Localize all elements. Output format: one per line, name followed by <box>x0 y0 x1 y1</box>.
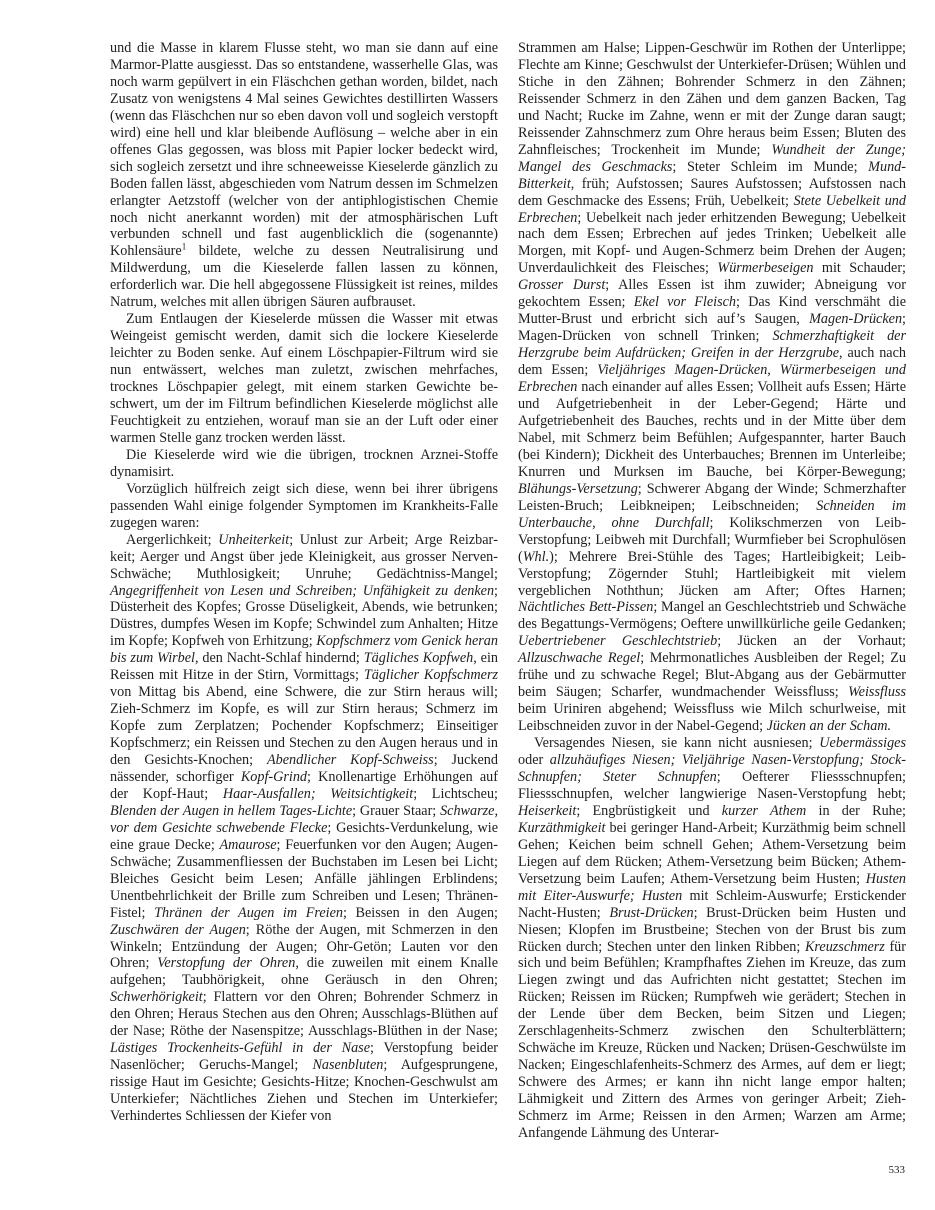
italic-symptom-text: Angegriffenheit von Lesen und Schreiben; Unfähigkeit zu denken <box>110 582 495 599</box>
italic-symptom-text: Heiserkeit <box>518 802 577 819</box>
text-run: bei geringer Hand-Arbeit; Kurzäthmig beim schnell Gehen; Keichen beim schnell Gehen; Athem-Versetzung beim Liegen auf dem Rücken; Athem-Versetzung beim Bücken; Athem-Versetzung beim Laufen; Athem-Versetzung beim Husten; <box>518 819 906 887</box>
paragraph <box>518 40 906 735</box>
text-run: Versagendes Niesen, sie kann nicht ausniesen; <box>534 735 820 752</box>
page-number: 533 <box>888 1164 905 1176</box>
paragraph <box>518 735 906 1142</box>
text-run: Zum Entlaugen der Kieselerde müssen die Wasser mit etwas Weingeist gemischt werden, damit sich die lockere Kieselerde leichter zu Boden senke. Auf einem Löschpapier-Filtrum wird sie nun entwässert, welches man zuletzt, zwischen mehrfaches, trocknes Löschpapier gelegt, mit einem starken Gewichte beschwert, um der im Filtrum befindlichen Kieselerde möglichst alle Feuchtigkeit zu entziehen, worauf man sie an der Luft oder einer warmen Stelle ganz trocken werden lässt. <box>110 311 498 446</box>
left-column <box>110 40 498 1125</box>
text-run: ; Beissen in den Augen; <box>342 904 498 921</box>
text-run: Die Kieselerde wird wie die übrigen, trocknen Arznei-Stoffe dynamisirt. <box>110 446 498 480</box>
text-run: bildete, welche zu dessen Neutralisirung und Mildwerdung, um die Kieselerde fallen lassen zu können, erforderlich war. Die hell abgegossene Flüssigkeit ist reines, mildes Natrum, welches mit allen übrigen Säuren aufbrauset. <box>110 243 498 311</box>
text-run: ; Kolikschmerzen von Leib-Verstopfung; Leibweh mit Durchfall; Wurmfieber bei Scrophulösen ( <box>518 514 906 565</box>
text-run: ; Unlust zur Arbeit; Arge Reizbarkeit; Aerger und Angst über jede Kleinigkeit, aus grosser Nerven-Schwäche; Muthlosigkeit; Unruhe; Gedächtniss-Mangel; <box>110 531 498 582</box>
italic-symptom-text: Wundheit der Zunge; Mangel des Geschmacks <box>518 141 906 175</box>
right-column <box>518 40 906 1142</box>
text-run: ; Gesichts-Verdunkelung, wie eine graue Decke; <box>110 819 498 853</box>
italic-symptom-text: Jücken an der Scham. <box>766 718 892 735</box>
italic-symptom-text: Grosser Durst <box>518 277 606 294</box>
text-run: ; Alles Essen ist ihm zuwider; Abneigung vor gekochtem Essen; <box>518 277 906 311</box>
text-run: , ein Reissen mit Hitze in der Stirn, Vormittags; <box>110 650 499 684</box>
paragraph <box>110 40 498 311</box>
text-run: in der Ruhe; <box>806 802 907 819</box>
text-run: mit Schleim-Auswurfe; Erstickender Nacht-Husten; <box>518 887 906 921</box>
italic-symptom-text: Unheiterkeit <box>218 531 290 548</box>
text-run: ; Uebelkeit nach jeder erhitzenden Bewegung; Uebelkeit nach dem Essen; Erbrechen auf jedes Trinken; Uebelkeit alle Morgen, mit Kopf- und Augen-Schmerz beim Drehen der Augen; Unverdaulichkeit des Fleisches; <box>518 209 906 277</box>
italic-symptom-text: Weissfluss <box>848 684 906 701</box>
text-run: ; Schwerer Abgang der Winde; Schmerzhafter Leisten-Bruch; Leibkneipen; Leibschneiden; <box>518 480 906 514</box>
text-run: beim Uriniren abgehend; Weissfluss wie Milch schurlweise, mit Leibschneiden zuvor in der Nabel-Gegend; <box>518 701 906 735</box>
italic-symptom-text: Verstopfung der Ohren <box>157 955 296 972</box>
italic-symptom-text: Nasenbluten <box>312 1057 384 1074</box>
text-run: ; Mangel an Geschlechtstrieb und Schwäche des Begattungs-Vermögens; Oeftere unwillkürliche geile Gedanken; <box>518 599 906 633</box>
italic-symptom-text: Schwarze, vor dem Gesichte schwebende Flecke <box>110 802 498 836</box>
italic-symptom-text: Schwerhörigkeit <box>110 989 203 1006</box>
text-run: ; Aufgesprungene, rissige Haut im Gesichte; Gesichts-Hitze; Knochen-Geschwulst am Unterkiefer; Nächtliches Ziehen und Stechen im Unterkiefer; Verhindertes Schliessen der Kiefer von <box>110 1057 498 1125</box>
italic-symptom-text: Magen-Drücken <box>809 311 903 328</box>
italic-symptom-text: Ekel vor Fleisch <box>633 294 737 311</box>
italic-symptom-text: Stete Uebelkeit und Erbrechen <box>518 192 906 226</box>
text-run: ; Verstopfung beider Nasenlöcher; Geruchs-Mangel; <box>110 1040 499 1074</box>
text-run: für sich und beim Befühlen; Krampfhaftes Ziehen im Kreuze, das zum Liegen zwingt und das Aufrichten nicht gestattet; Stechen im Rücken; Reissen im Rücken; Rumpfweh wie gerädert; Stechen in der Lende über dem Becken, beim Sitzen und Liegen; Zerschlagenheits-Schmerz zwischen den Schulterblättern; Schwäche im Kreuze, Rücken und Nacken; Drüsen-Geschwülste im Nacken; Eingeschlafenheits-Schmerz des Armes, auf dem er liegt; Schwere des Armes; er kann ihn nicht lange empor halten; Lähmigkeit und Zittern des Armes von geringer Arbeit; Zieh-Schmerz im Arme; Reissen in den Armen; Warzen am Arme; Anfangende Lähmung des Unterar- <box>518 938 906 1141</box>
italic-symptom-text: Nächtliches Bett-Pissen <box>518 599 654 616</box>
text-run: ; Jücken an der Vorhaut; <box>717 633 906 650</box>
text-run: Aergerlichkeit; <box>126 531 219 548</box>
text-run: ; Grauer Staar; <box>352 802 441 819</box>
italic-symptom-text: Vieljähriges Magen-Drücken, Würmerbeseigen und Erbrechen <box>518 362 906 396</box>
italic-symptom-text: Thränen der Augen im Freien <box>154 904 343 921</box>
italic-symptom-text: Amaurose <box>219 836 277 853</box>
text-run: Strammen am Halse; Lippen-Geschwür im Rothen der Unterlippe; Flechte am Kinne; Geschwulst der Unterkiefer-Drüsen; Wühlen und Stiche in den Zähnen; Bohrender Schmerz in den Zähnen; Reissender Schmerz in den Zähen und dem ganzen Backen, Tag und Nacht; Rucke im Zahne, wenn er mit der Zunge daran saugt; Reissender Zahnschmerz zum Ohre heraus beim Essen; Bluten des Zahnfleisches; Trockenheit im Munde; <box>518 40 906 158</box>
italic-symptom-text: Täglicher Kopfschmerz <box>363 667 498 684</box>
italic-symptom-text: Allzuschwache Regel <box>518 650 641 667</box>
italic-symptom-text: Tägliches Kopfweh <box>363 650 474 667</box>
text-run: oder <box>518 752 550 769</box>
text-run: ; Brust-Drücken beim Husten und Niesen; Klopfen im Brustbeine; Stechen von der Brust bis zum Rücken durch; Stechen unter den linken Ribben; <box>518 904 906 955</box>
paragraph <box>110 447 498 481</box>
text-run: ); Mehrere Brei-Stühle des Tages; Hartleibigkeit; Leib-Verstopfung; Zögernder Stuhl; Hartleibigkeit mit vielem vergeblichen Noththun; Jücken am After; Oftes Harnen; <box>518 548 906 599</box>
italic-symptom-text: Haar-Ausfallen; Weitsichtigkeit <box>222 785 414 802</box>
italic-symptom-text: Abendlicher Kopf-Schweiss <box>266 752 434 769</box>
text-run: ; Düsterheit des Kopfes; Grosse Düseligkeit, Abends, wie betrunken; Düstres, dumpfes Wesen im Kopfe; Schwindel zum Anhalten; Hitze im Kopfe; Kopfweh von Erhitzung; <box>110 582 498 650</box>
text-run: ; Lichtscheu; <box>413 785 498 802</box>
italic-symptom-text: Uebertriebener Geschlechtstrieb <box>518 633 718 650</box>
italic-symptom-text: Uebermässiges <box>819 735 906 752</box>
paragraph <box>110 311 498 447</box>
italic-symptom-text: Würmerbeseigen <box>717 260 814 277</box>
text-run: , die zuweilen mit einem Knalle aufgehen; Taubhörigkeit, ohne Geräusch in den Ohren; <box>110 955 498 989</box>
paragraph <box>110 481 498 532</box>
text-run: ; Magen-Drücken von schnell Trinken; <box>518 311 906 345</box>
italic-symptom-text: Zuschwären der Augen <box>110 921 246 938</box>
italic-symptom-text: Blenden der Augen in hellem Tages-Lichte <box>110 802 353 819</box>
text-run: ; Knollenartige Erhöhungen auf der Kopf-Haut; <box>110 768 498 802</box>
text-run: Vorzüglich hülfreich zeigt sich diese, wenn bei ihrer übrigens passenden Wahl einige folgender Symptomen im Krankheits-Falle zugegen waren: <box>110 480 498 531</box>
text-run: ; Mehrmonatliches Ausbleiben der Regel; Zu frühe und zu schwache Regel; Blut-Abgang aus der Gebärmutter beim Säugen; Scharfer, wundmachender Weissfluss; <box>518 650 906 701</box>
text-run: ; Steter Schleim im Munde; <box>672 158 869 175</box>
text-run: ; Oefterer Fliessschnupfen; Fliessschnupfen, welcher langwierige Nasen-Verstopfung hebt; <box>518 768 907 802</box>
italic-symptom-text: Mund-Bitterkeit <box>518 158 906 192</box>
footnote-marker: 1 <box>181 241 187 252</box>
italic-symptom-text: Husten mit Eiter-Auswurfe; Husten <box>518 870 906 904</box>
italic-symptom-text: Kopfschmerz vom Genick heran bis zum Wirbel <box>110 633 498 667</box>
text-run: ; Röthe der Augen, mit Schmerzen in den Winkeln; Entzündung der Augen; Ohr-Getön; Lauten vor den Ohren; <box>110 921 498 972</box>
text-run: von Mittag bis Abend, eine Schwere, die zur Stirn heraus will; Zieh-Schmerz im Kopfe, es will zur Stirn heraus; Schmerz im Kopfe zum Zerplatzen; Pochender Kopfschmerz; Einseitiger Kopfschmerz; ein Reissen und Stechen zu den Augen heraus und in den Gesichts-Knochen; <box>110 684 498 769</box>
text-run: ; Feuerfunken vor den Augen; Augen-Schwäche; Zusammenfliessen der Buchstaben im Lesen bei Licht; Bleiches Gesicht beim Lesen; Anfälle jählingen Erblindens; Unentbehrlichkeit der Brille zum Schreiben und Lesen; Thränen-Fistel; <box>110 836 498 921</box>
text-run: ; Das Kind verschmäht die Mutter-Brust und erbricht sich auf’s Saugen, <box>518 294 906 328</box>
text-run: , auch nach dem Essen; <box>518 345 906 379</box>
text-run: und die Masse in klarem Flusse steht, wo man sie dann auf eine Marmor-Platte ausgiesst. Das so entstandene, wasserhelle Glas, was noch warm gepülvert in ein Fläschchen gethan worden, bildet, nach Zusatz von wenigstens 4 Mal seines Gewichtes destillirten Wassers (wenn das Fläschchen nur so eben davon voll und sogleich verstopft wird) eine hell und klar bleibende Auflösung – welche aber in ein offenes Glas gegossen, was bloss mit Papier locker bedeckt wird, sich sogleich zersetzt und ihre schneeweisse Kieselerde gänzlich zu Boden fallen lässt, abgeschieden vom Natrum dessen im Schmelzen erlangter Aetzstoff (welcher von der antiphlogistischen Chemie noch nicht anerkannt worden) mit der atmosphärischen Luft verbunden schnell und fast augenblicklich die (sogenannte) Kohlensäure <box>110 40 498 260</box>
text-run: ; Juckend nässender, schorfiger <box>110 752 498 785</box>
italic-symptom-text: Kreuzschmerz <box>804 938 885 955</box>
italic-symptom-text: Brust-Drücken <box>609 904 694 921</box>
italic-symptom-text: Schmerzhaftigkeit der Herzgrube beim Aufdrücken; Greifen in der Herzgrube <box>518 328 906 362</box>
italic-symptom-text: Lästiges Trockenheits-Gefühl in der Nase <box>110 1040 370 1057</box>
text-run: , früh; Aufstossen; Saures Aufstossen; Aufstossen nach dem Geschmacke des Essens; Früh, Uebelkeit; <box>518 175 906 209</box>
italic-symptom-text: Kopf-Grind <box>240 768 308 785</box>
italic-symptom-text: allzuhäufiges Niesen; Vieljährige Nasen-Verstopfung; Stock-Schnupfen; Steter Schnupfen <box>518 752 906 785</box>
text-run: nach einander auf alles Essen; Vollheit aufs Essen; Härte und Aufgetriebenheit in der Leber-Gegend; Härte und Aufgetriebenheit des Bauches, rechts und in der Mitte über dem Nabel, mit Schmerz beim Befühlen; Aufgespannter, harter Bauch (bei Kindern); Dickheit des Unterbauches; Brennen im Unterleibe; Knurren und Murksen im Bauche, bei Körper-Bewegung; <box>518 379 906 480</box>
text-run: mit Schauder; <box>813 260 906 277</box>
paragraph <box>110 532 498 1125</box>
italic-symptom-text: Blähungs-Versetzung <box>518 480 638 497</box>
italic-symptom-text: Schneiden im Unterbauche, ohne Durchfall <box>518 497 906 531</box>
text-run: ; Engbrüstigkeit und <box>576 802 722 819</box>
italic-symptom-text: Kurzäthmigkeit <box>518 819 606 836</box>
italic-symptom-text: Whl. <box>522 548 550 565</box>
italic-symptom-text: kurzer Athem <box>721 802 807 819</box>
text-run: ; Flattern vor den Ohren; Bohrender Schmerz in den Ohren; Heraus Stechen aus den Ohren; Ausschlags-Blüthen auf der Nase; Röthe der Nasenspitze; Ausschlags-Blüthen in der Nase; <box>110 989 498 1040</box>
text-run: , den Nacht-Schlaf hindernd; <box>195 650 364 667</box>
